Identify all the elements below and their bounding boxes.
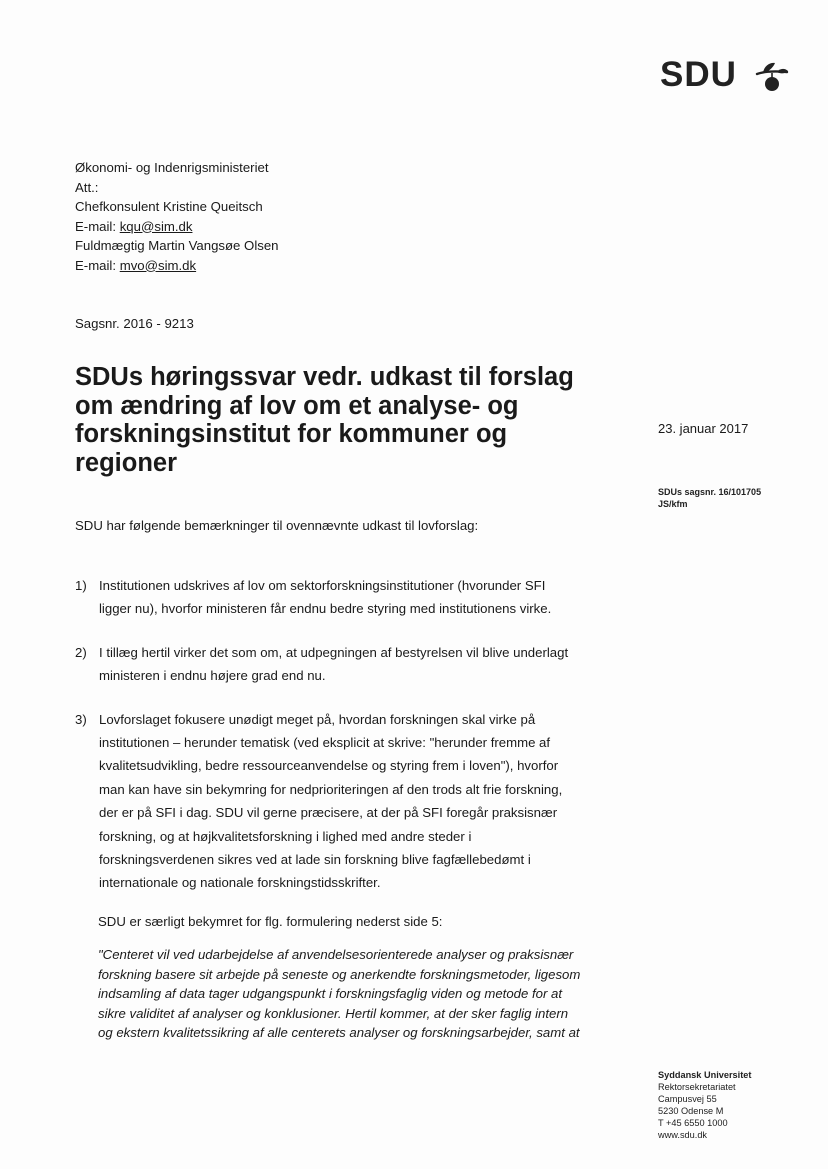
sdu-logo [660,55,790,100]
quote-line: sikre validitet af analyser og konklusioner. Hertil kommer, at der sker faglig intern [98,1005,569,1021]
text-line: der er på SFI i dag. SDU vil gerne præcisere, at der på SFI foregår praksisnær [99,805,558,821]
footer-website[interactable]: www.sdu.dk [658,1130,708,1140]
list-item [75,574,595,621]
sdu-initials: JS/kfm [658,499,688,509]
quote-line: indsamling af data tager udgangspunkt i forskningsfaglig viden og metode for at [98,986,563,1001]
intro-paragraph: SDU har følgende bemærkninger til ovennævnte udkast til lovforslag: [75,518,479,533]
list-item-number: 2) [75,644,87,660]
footer-department: Rektorsekretariatet [658,1082,736,1092]
text-line: I tillæg hertil virker det som om, at udpegningen af bestyrelsen vil blive underlagt [99,644,569,660]
text-line: ligger nu), hvorfor ministeren får endnu bedre styring med institutionens virke. [99,601,552,617]
recipient-att: Att.: [75,179,99,195]
quote-line: forskning basere sit arbejde på seneste og anerkendte forskningsmetoder, ligesom [98,966,581,982]
text-line: kvalitetsudvikling, bedre ressourceanvendelse og styring frem i loven"), hvorfor [99,758,559,774]
recipient-address [75,158,279,275]
text-line: forskning, og at højkvalitetsforskning i lighed med andre steder i [99,828,472,844]
recipient-email-line-1 [75,217,279,237]
text-line: Institutionen udskrives af lov om sektorforskningsinstitutioner (hvorunder SFI [99,578,546,593]
text-line: forskningsverdenen sikres ved at lade sin forskning blive fagfællebedømt i [99,852,531,868]
recipient-email-line-2 [75,256,279,276]
sdu-case-number: SDUs sagsnr. 16/101705 [658,487,762,497]
concern-paragraph: SDU er særligt bekymret for flg. formulering nederst side 5: [98,914,443,929]
remarks-list [75,574,595,895]
recipient-ministry: Økonomi- og Indenrigsministeriet [75,160,269,175]
text-line: institutionen – herunder tematisk (ved eksplicit at skrive: "herunder fremme af [99,735,551,751]
letter-date: 23. januar 2017 [658,421,749,436]
logo-text: SDU [660,55,737,94]
recipient-person-1: Chefkonsulent Kristine Queitsch [75,199,263,214]
list-item-text [99,641,595,688]
list-item-text [99,708,595,895]
letter-title: SDUs høringssvar vedr. udkast til forslag om ændring af lov om et analyse- og forskningsinstitut for kommuner og regioner [75,363,574,477]
quoted-text [98,945,580,1043]
list-item-number: 3) [75,711,87,727]
text-line: internationale og nationale forskningstidsskrifter. [99,875,381,891]
footer-city: 5230 Odense M [658,1106,724,1116]
footer-phone: T +45 6550 1000 [658,1118,728,1128]
text-line: man kan have sin bekymring for nedprioriteringen af den trods alt frie forskning, [99,781,563,797]
list-item-text [99,574,595,621]
list-item [75,708,595,895]
email-link-mvo[interactable]: mvo@sim.dk [119,257,197,273]
email-label: E-mail: [75,218,120,234]
recipient-person-2: Fuldmægtig Martin Vangsøe Olsen [75,238,279,253]
sender-address-footer [658,1069,751,1141]
quote-line: "Centeret vil ved udarbejdelse af anvendelsesorienterede analyser og praksisnær [98,947,574,962]
sdu-case-reference [658,486,761,510]
quote-line: og ekstern kvalitetssikring af alle centerets analyser og forskningsarbejder, samt at [98,1025,580,1040]
list-item-number: 1) [75,578,87,593]
text-line: ministeren i endnu højere grad end nu. [99,668,326,684]
apple-branch-logo-icon [755,59,789,93]
footer-organization: Syddansk Universitet [658,1070,752,1080]
list-item [75,641,595,688]
footer-street: Campusvej 55 [658,1094,717,1104]
case-number: Sagsnr. 2016 - 9213 [75,316,194,331]
text-line: Lovforslaget fokusere unødigt meget på, hvordan forskningen skal virke på [99,711,536,727]
email-label: E-mail: [75,257,120,273]
email-link-kqu[interactable]: kqu@sim.dk [119,218,193,234]
